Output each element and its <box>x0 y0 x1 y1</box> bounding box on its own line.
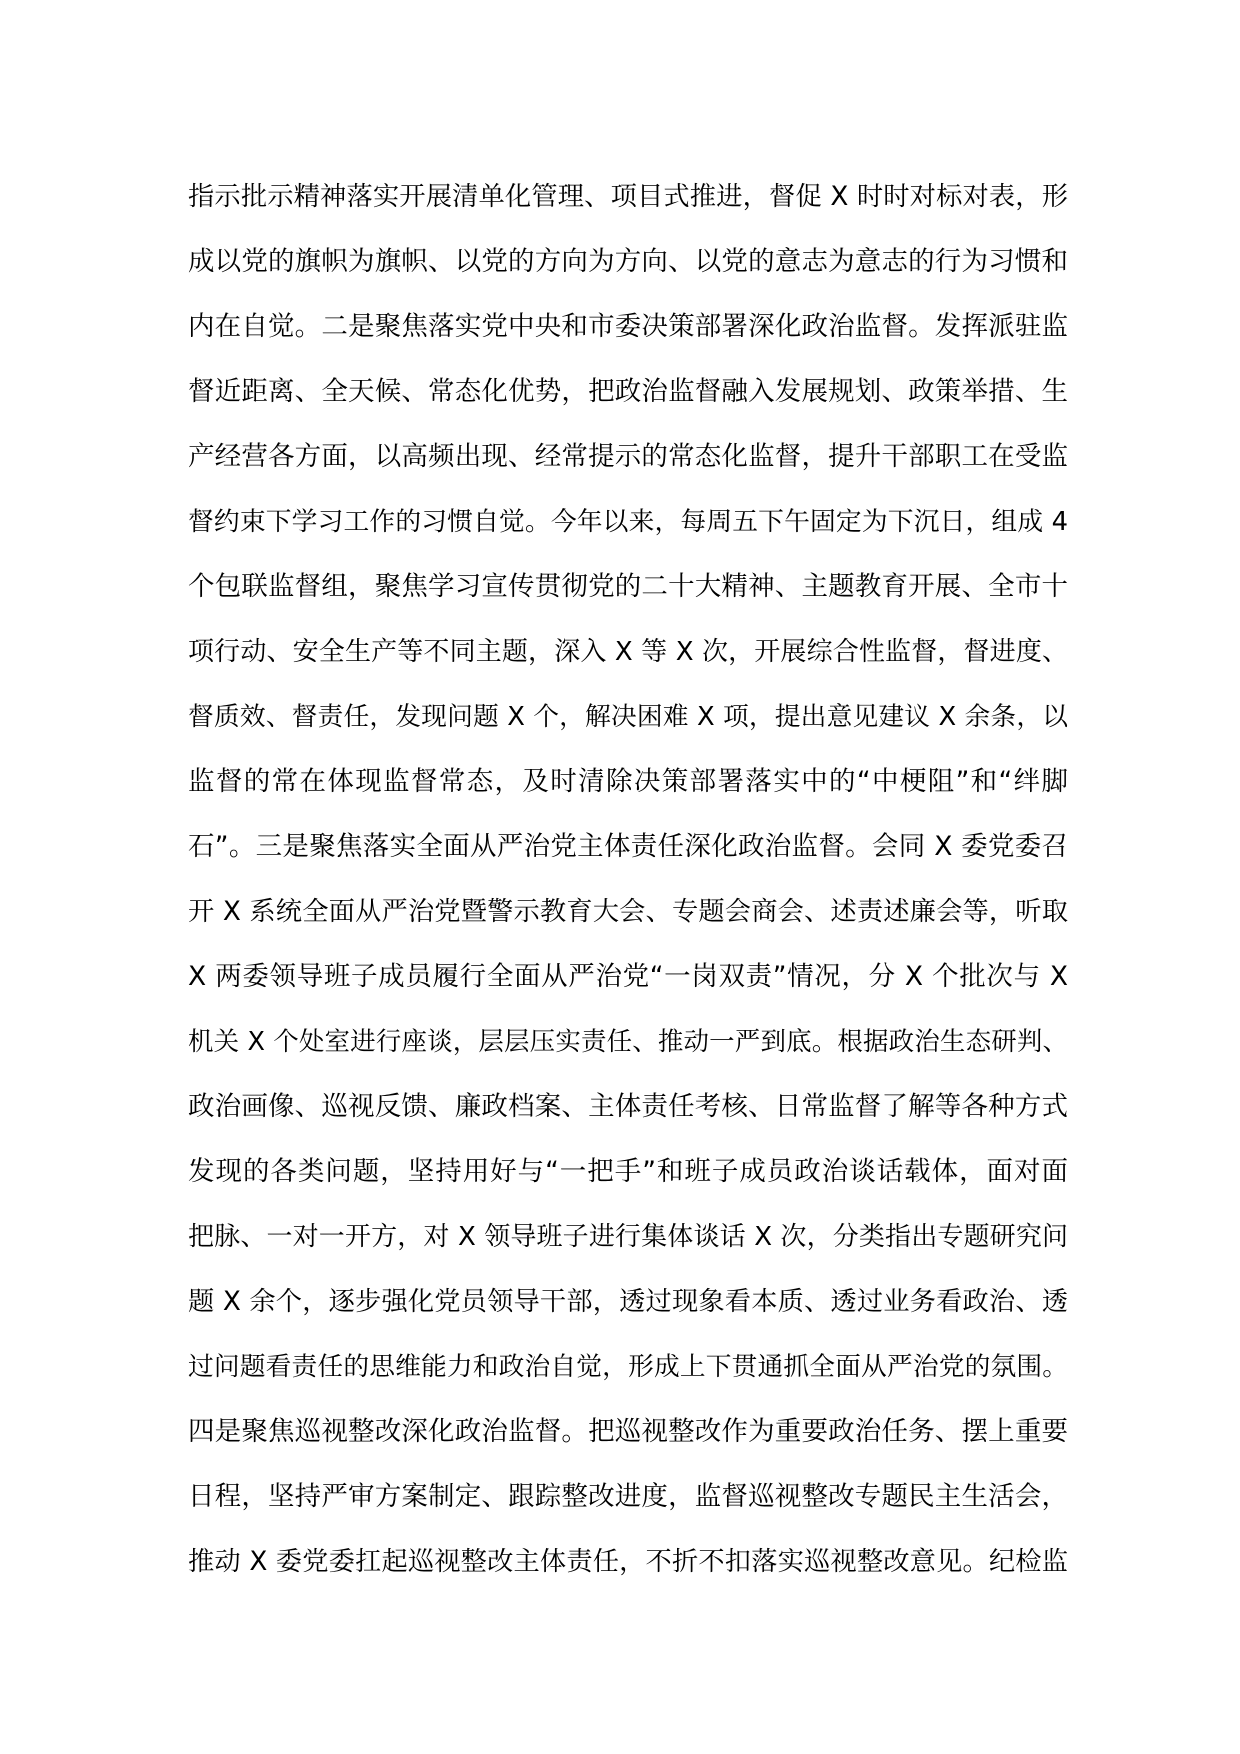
text-line: 发现的各类问题，坚持用好与“一把手”和班子成员政治谈话载体，面对面 <box>188 1156 1068 1187</box>
text-line: 把脉、一对一开方，对 X 领导班子进行集体谈话 X 次，分类指出专题研究问 <box>188 1222 1068 1252</box>
text-line: 成以党的旗帜为旗帜、以党的方向为方向、以党的意志为意志的行为习惯和 <box>188 246 1068 277</box>
text-line: 过问题看责任的思维能力和政治自觉，形成上下贯通抓全面从严治党的氛围。 <box>188 1352 1068 1382</box>
text-line: 题 X 余个，逐步强化党员领导干部，透过现象看本质、透过业务看政治、透 <box>188 1287 1068 1317</box>
text-line: 个包联监督组，聚焦学习宣传贯彻党的二十大精神、主题教育开展、全市十 <box>188 571 1068 602</box>
text-line: 项行动、安全生产等不同主题，深入 X 等 X 次，开展综合性监督，督进度、 <box>188 637 1068 667</box>
text-line: 推动 X 委党委扛起巡视整改主体责任，不折不扣落实巡视整改意见。纪检监 <box>188 1547 1068 1577</box>
text-line: 四是聚焦巡视整改深化政治监督。把巡视整改作为重要政治任务、摆上重要 <box>188 1416 1068 1447</box>
text-line: 督质效、督责任，发现问题 X 个，解决困难 X 项，提出意见建议 X 余条，以 <box>188 702 1068 732</box>
text-line: 日程，坚持严审方案制定、跟踪整改进度，监督巡视整改专题民主生活会， <box>188 1481 1068 1512</box>
text-line: 内在自觉。二是聚焦落实党中央和市委决策部署深化政治监督。发挥派驻监 <box>188 311 1068 342</box>
text-line: 监督的常在体现监督常态，及时清除决策部署落实中的“中梗阻”和“绊脚 <box>188 766 1068 797</box>
text-line: X 两委领导班子成员履行全面从严治党“一岗双责”情况，分 X 个批次与 X <box>188 961 1068 992</box>
text-line: 政治画像、巡视反馈、廉政档案、主体责任考核、日常监督了解等各种方式 <box>188 1091 1068 1122</box>
text-line: 督近距离、全天候、常态化优势，把政治监督融入发展规划、政策举措、生 <box>188 376 1068 407</box>
body-text <box>188 172 1068 1602</box>
text-line: 督约束下学习工作的习惯自觉。今年以来，每周五下午固定为下沉日，组成 4 <box>188 507 1068 537</box>
text-line: 指示批示精神落实开展清单化管理、项目式推进，督促 X 时时对标对表，形 <box>188 182 1068 212</box>
text-line: 机关 X 个处室进行座谈，层层压实责任、推动一严到底。根据政治生态研判、 <box>188 1027 1068 1057</box>
text-line: 开 X 系统全面从严治党暨警示教育大会、专题会商会、述责述廉会等，听取 <box>188 897 1068 927</box>
text-line: 产经营各方面，以高频出现、经常提示的常态化监督，提升干部职工在受监 <box>188 441 1068 472</box>
text-line: 石”。三是聚焦落实全面从严治党主体责任深化政治监督。会同 X 委党委召 <box>188 831 1068 862</box>
